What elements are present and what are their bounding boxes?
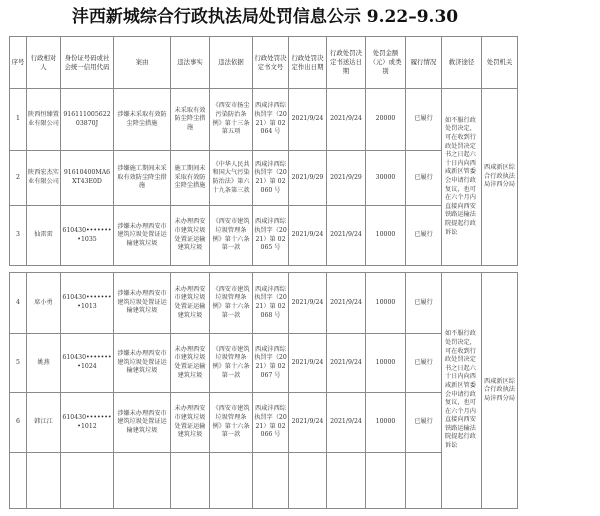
row-decision-date: 2021/9/29 [289,151,327,206]
row-basis: 《西安市建筑垃圾管理条例》第十六条第一款 [210,334,253,393]
row-status: 已履行 [406,273,442,334]
table-row [10,89,518,151]
header-facts: 违法事实 [171,37,210,89]
row-amount: 10000 [366,273,406,334]
row-id-code: 610430••••••••1013 [61,273,114,334]
row-doc-no: 西咸沣西综执罚字（2021）第 02060 号 [253,151,289,206]
row-doc-no: 西咸沣西综执罚字（2021）第 02064 号 [253,89,289,151]
row-status: 已履行 [406,334,442,393]
row-cause: 涉嫌未办理西安市建筑垃圾处置证运输建筑垃圾 [114,273,171,334]
header-party: 行政相对人 [27,37,61,89]
table-row [10,393,518,453]
row-party: 陕西恒臻置业有限公司 [27,89,61,151]
empty-cell [327,453,366,509]
row-basis: 《西安市建筑垃圾管理条例》第十六条第一款 [210,393,253,453]
table-row-empty [10,453,518,509]
row-decision-date: 2021/9/24 [289,393,327,453]
empty-cell [253,453,289,509]
row-amount: 10000 [366,206,406,266]
row-facts: 施工期间未采取有效防尘降尘措施 [171,151,210,206]
row-amount: 30000 [366,151,406,206]
row-delivery-date: 2021/9/24 [327,89,366,151]
penalty-table-2 [9,272,518,509]
row-id-code: 610430••••••••1035 [61,206,114,266]
row-delivery-date: 2021/9/24 [327,273,366,334]
row-party: 姚燕 [27,334,61,393]
row-doc-no: 西咸沣西综执罚字（2021）第 02067 号 [253,334,289,393]
row-no: 5 [10,334,27,393]
row-facts: 未办理西安市建筑垃圾处置证运输建筑垃圾 [171,334,210,393]
empty-cell [61,453,114,509]
row-doc-no: 西咸沣西综执罚字（2021）第 02065 号 [253,206,289,266]
empty-cell [289,453,327,509]
table-header-row [10,37,518,89]
row-status: 已履行 [406,393,442,453]
row-basis: 《西安市建筑垃圾管理条例》第十六条第一款 [210,273,253,334]
row-decision-date: 2021/9/24 [289,273,327,334]
empty-cell [366,453,406,509]
row-facts: 未采取有效防尘降尘措施 [171,89,210,151]
header-decision-date: 行政处罚决定作出日期 [289,37,327,89]
header-cause: 案由 [114,37,171,89]
row-cause: 涉嫌未办理西安市建筑垃圾处置证运输建筑垃圾 [114,334,171,393]
remedy-cell: 如不服行政处罚决定，可在收到行政处罚决定书之日起六十日内向西咸新区管委会申请行政复议，也可在六个月内直接向西安铁路运输法院提起行政诉讼 [442,89,482,266]
row-basis: 《西安市扬尘污染防治条例》第十三条第五项 [210,89,253,151]
table-row [10,151,518,206]
row-facts: 未办理西安市建筑垃圾处置证运输建筑垃圾 [171,273,210,334]
table-row [10,334,518,393]
header-authority: 处罚机关 [482,37,518,89]
row-party: 韩江江 [27,393,61,453]
header-delivery-date: 行政处罚决定书送达日期 [327,37,366,89]
row-party: 陕西宏杰实业有限公司 [27,151,61,206]
header-remedy: 救济途径 [442,37,482,89]
row-status: 已履行 [406,89,442,151]
row-cause: 涉嫌施工期间未采取有效防尘降尘措施 [114,151,171,206]
row-decision-date: 2021/9/24 [289,89,327,151]
row-amount: 10000 [366,393,406,453]
page-title: 沣西新城综合行政执法局处罚信息公示 9.22–9.30 [71,7,459,27]
empty-cell [406,453,442,509]
row-amount: 20000 [366,89,406,151]
row-party: 席小勇 [27,273,61,334]
empty-cell [171,453,210,509]
row-id-code: 610430••••••••1012 [61,393,114,453]
row-cause: 涉嫌未办理西安市建筑垃圾处置证运输建筑垃圾 [114,393,171,453]
row-id-code: 610430••••••••1024 [61,334,114,393]
row-status: 已履行 [406,151,442,206]
authority-cell: 西咸新区综合行政执法局沣西分局 [482,273,518,509]
row-facts: 未办理西安市建筑垃圾处置证运输建筑垃圾 [171,206,210,266]
row-facts: 未办理西安市建筑垃圾处置证运输建筑垃圾 [171,393,210,453]
row-doc-no: 西咸沣西综执罚字（2021）第 02066 号 [253,393,289,453]
table-row [10,273,518,334]
row-decision-date: 2021/9/24 [289,334,327,393]
row-id-code: 91611100562203870J [61,89,114,151]
table-row [10,206,518,266]
empty-cell [114,453,171,509]
row-cause: 涉嫌未采取有效防尘降尘措施 [114,89,171,151]
empty-cell [27,453,61,509]
row-delivery-date: 2021/9/24 [327,334,366,393]
remedy-cell: 如不服行政处罚决定，可在收到行政处罚决定书之日起六十日内向西咸新区管委会申请行政复议，也可在六个月内直接向西安铁路运输法院提起行政诉讼 [442,273,482,509]
row-cause: 涉嫌未办理西安市建筑垃圾处置证运输建筑垃圾 [114,206,171,266]
row-amount: 10000 [366,334,406,393]
row-doc-no: 西咸沣西综执罚字（2021）第 02068 号 [253,273,289,334]
header-amount: 处罚金额（元）或类别 [366,37,406,89]
row-no: 3 [10,206,27,266]
row-delivery-date: 2021/9/29 [327,151,366,206]
row-id-code: 91610400MA6XT43E0D [61,151,114,206]
row-basis: 《中华人民共和国大气污染防治法》第六十九条第三款 [210,151,253,206]
row-delivery-date: 2021/9/24 [327,206,366,266]
row-basis: 《西安市建筑垃圾管理条例》第十六条第一款 [210,206,253,266]
header-basis: 违法依据 [210,37,253,89]
row-no: 1 [10,89,27,151]
empty-cell [10,453,27,509]
empty-cell [210,453,253,509]
row-party: 仙雷雷 [27,206,61,266]
header-no: 序号 [10,37,27,89]
header-id-code: 身份证号码或社会统一信用代码 [61,37,114,89]
row-no: 6 [10,393,27,453]
authority-cell: 西咸新区综合行政执法局沣西分局 [482,89,518,266]
row-delivery-date: 2021/9/24 [327,393,366,453]
penalty-table-1 [9,36,518,266]
header-status: 履行情况 [406,37,442,89]
row-decision-date: 2021/9/24 [289,206,327,266]
row-no: 2 [10,151,27,206]
header-doc-no: 行政处罚决定书文号 [253,37,289,89]
row-no: 4 [10,273,27,334]
row-status: 已履行 [406,206,442,266]
